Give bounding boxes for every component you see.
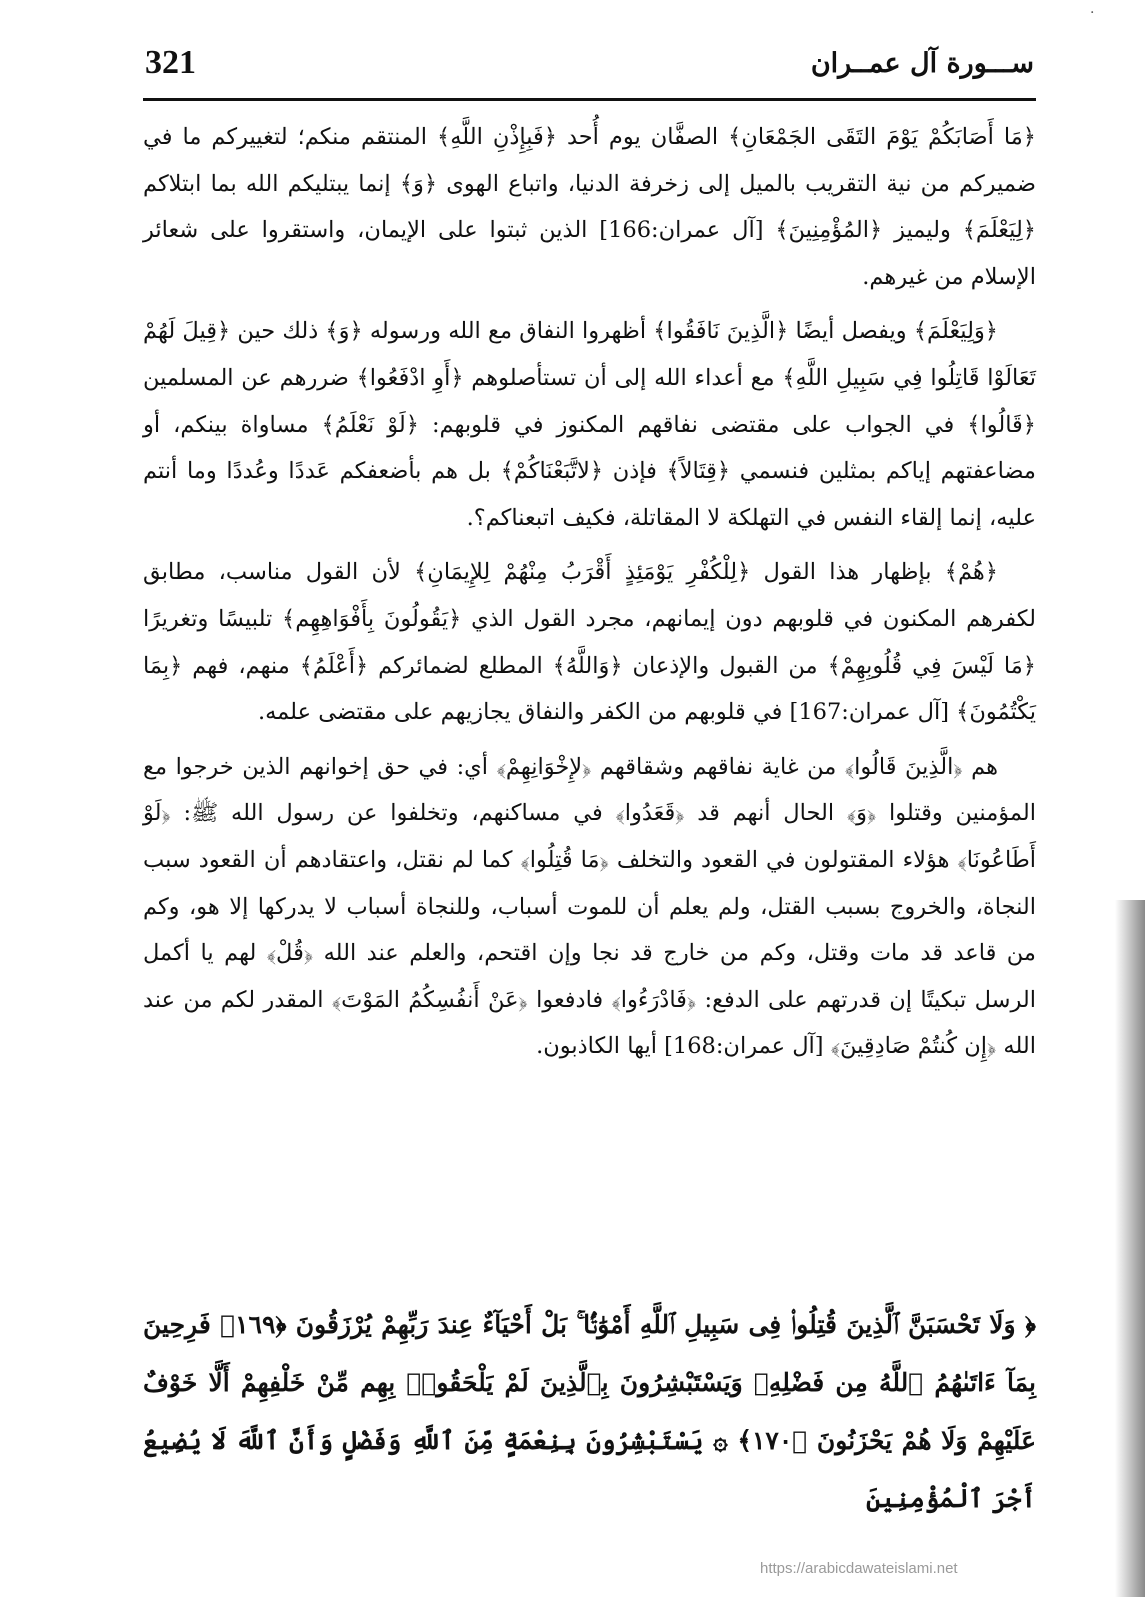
page-header [143,40,1036,101]
paragraph: ﴿وَلِيَعْلَمَ﴾ ويفصل أيضًا ﴿الَّذِينَ نَافَقُوا﴾ أظهروا النفاق مع الله ورسوله ﴿وَ﴾ ذلك حين ﴿قِيلَ لَهُمْ تَعَالَوْا قَاتِلُوا فِي سَبِيلِ اللَّهِ﴾ مع أعداء الله إلى أن تستأصلوهم ﴿أَوِ ادْفَعُوا﴾ ضررهم عن المسلمين ﴿قَالُوا﴾ في الجواب على مقتضى نفاقهم المكنوز في قلوبهم: ﴿لَوْ نَعْلَمُ﴾ مساواة بينكم، أو مضاعفتهم إياكم بمثلين فنسمي ﴿قِتَالاً﴾ فإذن ﴿لاتَّبَعْنَاكُمْ﴾ بل هم بأضعفكم عَددًا وعُددًا وما أنتم عليه، إنما إلقاء النفس في التهلكة لا المقاتلة، فكيف اتبعناكم؟. [143,318,1036,531]
scan-mark: · [1090,5,1095,21]
page-number: 321 [145,44,196,81]
tafsir-text [143,114,1036,1078]
quran-verse-block: ﴿ وَلَا تَحْسَبَنَّ ٱلَّذِينَ قُتِلُوا۟ فِى سَبِيلِ ٱللَّهِ أَمْوَٰتًۢا ۚ بَلْ أَحْيَآءٌ عِندَ رَبِّهِمْ يُرْزَقُونَ ﴿١٦٩﴾ فَرِحِينَ بِمَآ ءَاتَىٰهُمُ ٱللَّهُ مِن فَضْلِهِۦ وَيَسْتَبْشِرُونَ بِٱلَّذِينَ لَمْ يَلْحَقُوا۟ بِهِم مِّنْ خَلْفِهِمْ أَلَّا خَوْفٌ عَلَيْهِمْ وَلَا هُمْ يَحْزَنُونَ ﴿١٧٠﴾ ۞ يَسْتَبْشِرُونَ بِنِعْمَةٍ مِّنَ ٱللَّهِ وَفَضْلٍ وَأَنَّ ٱللَّهَ لَا يُضِيعُ أَجْرَ ٱلْمُؤْمِنِينَ [143,1310,1036,1513]
scan-shadow [1115,900,1145,1597]
paragraph: هم ﴿الَّذِينَ قَالُوا﴾ من غاية نفاقهم وشقاقهم ﴿لإِخْوَانِهِمْ﴾ أي: في حق إخوانهم الذين خرجوا مع المؤمنين وقتلوا ﴿وَ﴾ الحال أنهم قد ﴿قَعَدُوا﴾ في مساكنهم، وتخلفوا عن رسول الله ﷺ: ﴿لَوْ أَطَاعُونَا﴾ هؤلاء المقتولون في القعود والتخلف ﴿مَا قُتِلُوا﴾ كما لم نقتل، واعتقادهم أن القعود سبب النجاة، والخروج بسبب القتل، ولم يعلم أن للموت أسباب، وللنجاة أسباب لا يدركها إلا هو، وكم من قاعد قد مات وقتل، وكم من خارج قد نجا وإن اقتحم، والعلم عند الله ﴿قُلْ﴾ لهم يا أكمل الرسل تبكيتًا إن قدرتهم على الدفع: ﴿فَادْرَءُوا﴾ فادفعوا ﴿عَنْ أَنفُسِكُمُ المَوْتَ﴾ المقدر لكم من عند الله ﴿إِن كُنتُمْ صَادِقِينَ﴾ [آل عمران:168] أيها الكاذبون. [143,753,1036,1060]
watermark-url: https://arabicdawateislami.net [760,1560,958,1577]
paragraph: ﴿مَا أَصَابَكُمْ يَوْمَ التَقَى الجَمْعَانِ﴾ الصفَّان يوم أُحد ﴿فَبِإِذْنِ اللَّهِ﴾ المنتقم منكم؛ لتغييركم ما في ضميركم من نية التقريب بالميل إلى زخرفة الدنيا، واتباع الهوى ﴿وَ﴾ إنما يبتليكم الله بما ابتلاكم ﴿لِيَعْلَمَ﴾ وليميز ﴿المُؤْمِنِينَ﴾ [آل عمران:166] الذين ثبتوا على الإيمان، واستقروا على شعائر الإسلام من غيرهم. [143,124,1036,290]
surah-title: ســـورة آل عمــران [810,48,1034,79]
paragraph: ﴿هُمْ﴾ بإظهار هذا القول ﴿لِلْكُفْرِ يَوْمَئِذٍ أَقْرَبُ مِنْهُمْ لِلإِيمَانِ﴾ لأن القول مناسب، مطابق لكفرهم المكنون في قلوبهم دون إيمانهم، مجرد القول الذي ﴿يَقُولُونَ بِأَفْوَاهِهِم﴾ تلبيسًا وتغريرًا ﴿مَا لَيْسَ فِي قُلُوبِهِمْ﴾ من القبول والإذعان ﴿وَاللَّهُ﴾ المطلع لضمائركم ﴿أَعْلَمُ﴾ منهم، فهم ﴿بِمَا يَكْتُمُونَ﴾ [آل عمران:167] في قلوبهم من الكفر والنفاق يجازيهم على مقتضى علمه. [143,559,1036,726]
